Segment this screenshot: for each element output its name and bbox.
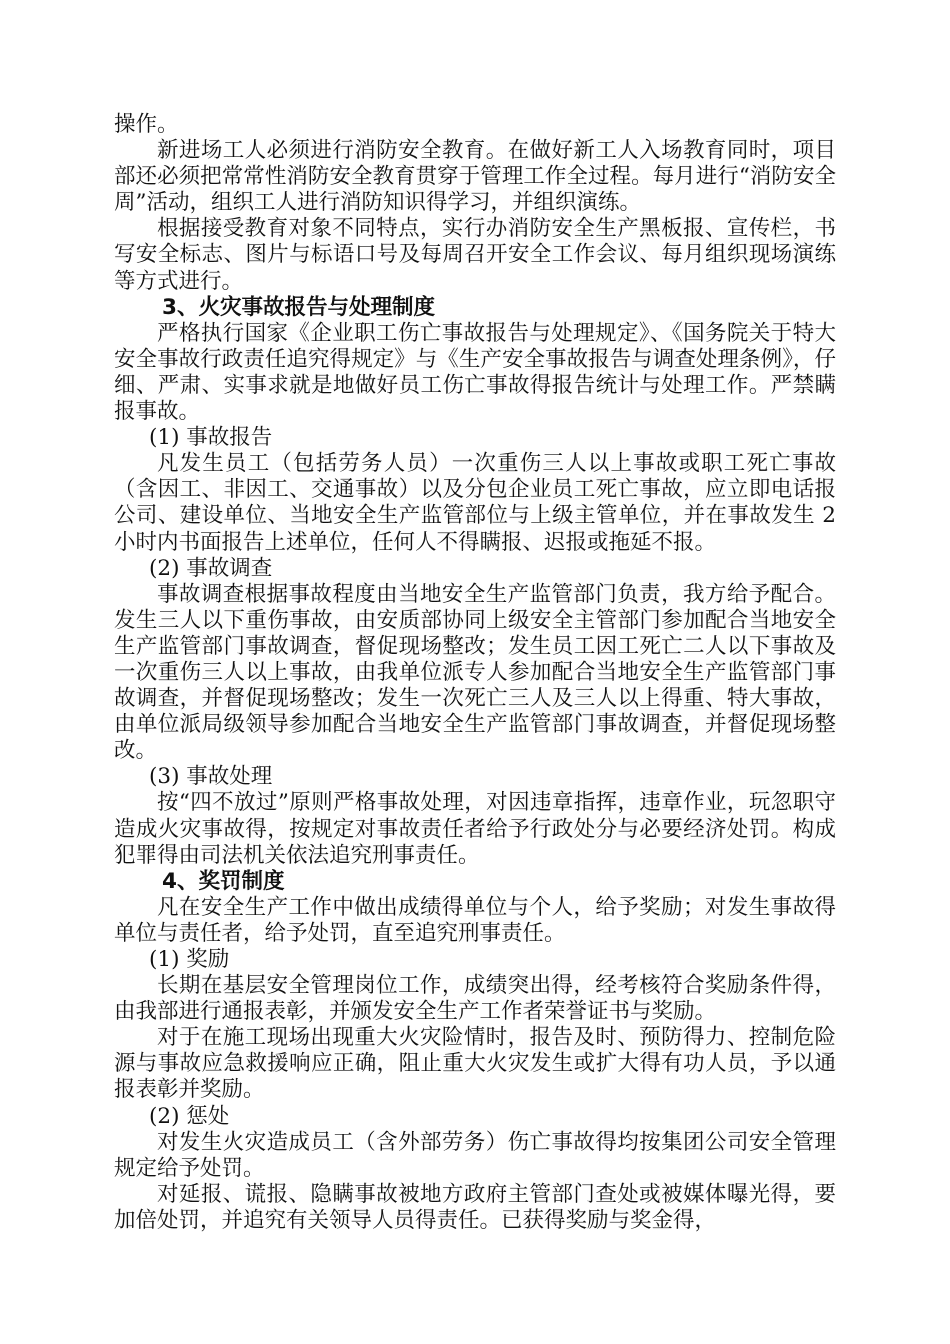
paragraph-punishment-1: 对发生火灾造成员工（含外部劳务）伤亡事故得均按集团公司安全管理规定给予处罚。 bbox=[114, 1129, 836, 1181]
subheading-punishment: (2) 惩处 bbox=[149, 1103, 230, 1129]
paragraph-continuation: 操作。 bbox=[114, 112, 179, 137]
subheading-accident-handling: (3) 事故处理 bbox=[149, 764, 273, 790]
paragraph-rewards-2: 对于在施工现场出现重大火灾险情时，报告及时、预防得力、控制危险源与事故应急救援响应正确，阻止重大火灾发生或扩大得有功人员，予以通报表彰并奖励。 bbox=[114, 1025, 836, 1103]
document-body bbox=[114, 112, 836, 1234]
section-heading-3: 3、火灾事故报告与处理制度 bbox=[162, 294, 435, 320]
paragraph-regulations: 严格执行国家《企业职工伤亡事故报告与处理规定》、《国务院关于特大安全事故行政责任追究得规定》与《生产安全事故报告与调查处理条例》，仔细、严肃、实事求就是地做好员工伤亡事故得报告统计与处理工作。严禁瞒报事故。 bbox=[114, 320, 836, 425]
subheading-accident-investigation: (2) 事故调查 bbox=[149, 555, 273, 581]
subheading-rewards: (1) 奖励 bbox=[149, 947, 230, 972]
paragraph-reward-punishment: 凡在安全生产工作中做出成绩得单位与个人，给予奖励；对发生事故得单位与责任者，给予处罚，直至追究刑事责任。 bbox=[114, 894, 836, 946]
subheading-accident-report: (1) 事故报告 bbox=[149, 425, 273, 451]
paragraph-accident-report: 凡发生员工（包括劳务人员）一次重伤三人以上事故或职工死亡事故（含因工、非因工、交通事故）以及分包企业员工死亡事故，应立即电话报公司、建设单位、当地安全生产监管部位与上级主管单位，并在事故发生 2 小时内书面报告上述单位，任何人不得瞒报、迟报或拖延不报。 bbox=[114, 451, 836, 555]
paragraph-accident-handling: 按“四不放过”原则严格事故处理，对因违章指挥，违章作业，玩忽职守造成火灾事故得，按规定对事故责任者给予行政处分与必要经济处罚。构成犯罪得由司法机关依法追究刑事责任。 bbox=[114, 790, 836, 868]
paragraph-accident-investigation: 事故调查根据事故程度由当地安全生产监管部门负责，我方给予配合。发生三人以下重伤事故，由安质部协同上级安全主管部门参加配合当地安全生产监管部门事故调查，督促现场整改；发生员工因工死亡二人以下事故及一次重伤三人以上事故，由我单位派专人参加配合当地安全生产监管部门事故调查，并督促现场整改；发生一次死亡三人及三人以上得重、特大事故，由单位派局级领导参加配合当地安全生产监管部门事故调查，并督促现场整改。 bbox=[114, 581, 836, 764]
section-heading-4: 4、奖罚制度 bbox=[162, 868, 285, 894]
paragraph-rewards-1: 长期在基层安全管理岗位工作，成绩突出得，经考核符合奖励条件得，由我部进行通报表彰，并颁发安全生产工作者荣誉证书与奖励。 bbox=[114, 973, 836, 1025]
paragraph-education-methods: 根据接受教育对象不同特点，实行办消防安全生产黑板报、宣传栏，书写安全标志、图片与标语口号及每周召开安全工作会议、每月组织现场演练等方式进行。 bbox=[114, 216, 836, 294]
paragraph-new-worker-education: 新进场工人必须进行消防安全教育。在做好新工人入场教育同时，项目部还必须把常常性消防安全教育贯穿于管理工作全过程。每月进行“消防安全周”活动，组织工人进行消防知识得学习，并组织演练。 bbox=[114, 138, 836, 216]
paragraph-punishment-2: 对延报、谎报、隐瞒事故被地方政府主管部门查处或被媒体曝光得，要加倍处罚，并追究有关领导人员得责任。已获得奖励与奖金得， bbox=[114, 1181, 836, 1233]
